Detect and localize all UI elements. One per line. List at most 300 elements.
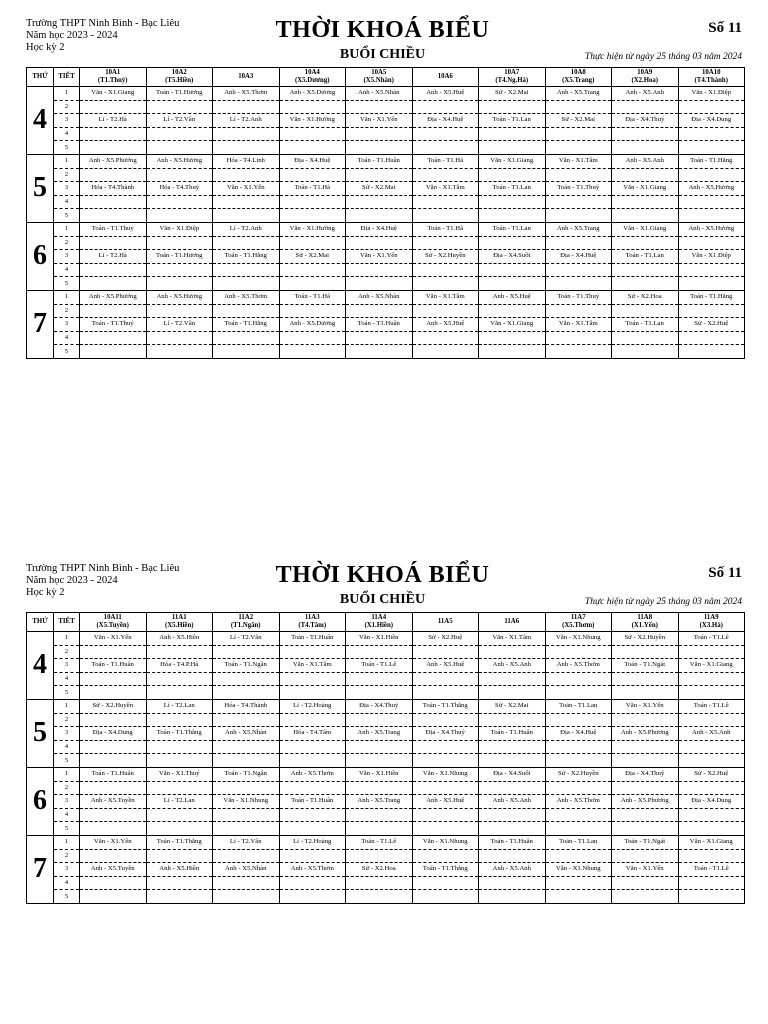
class-header [612, 613, 679, 632]
lesson-cell [545, 713, 612, 727]
period-number: 3 [54, 250, 80, 264]
class-name: 11A6 [504, 618, 520, 625]
lesson-cell: Anh - X5.Phương [80, 154, 147, 168]
table-row [27, 290, 745, 304]
lesson-cell [612, 876, 679, 890]
period-number: 3 [54, 795, 80, 809]
lesson-cell: Sử - X2.Mai [346, 182, 413, 196]
lesson-cell [479, 849, 546, 863]
class-name: 10A5 [371, 69, 387, 76]
day-label: 5 [27, 699, 54, 767]
lesson-cell [346, 263, 413, 277]
lesson-cell: Văn - X1.Nhung [545, 863, 612, 877]
lesson-cell [678, 849, 745, 863]
lesson-cell: Địa - X4.Suốt [479, 250, 546, 264]
lesson-cell: Hóa - T4.Thành [80, 182, 147, 196]
lesson-cell: Toán - T1.Huân [80, 767, 147, 781]
table-row [27, 890, 745, 904]
lesson-cell: Sử - X2.Hoa [612, 290, 679, 304]
lesson-cell: Sử - X2.Huệ [678, 318, 745, 332]
lesson-cell: Anh - X5.Hương [146, 290, 213, 304]
class-name: 10A6 [437, 73, 453, 80]
lesson-cell [213, 686, 280, 700]
lesson-cell: Hóa - T4.P.Hà [146, 659, 213, 673]
lesson-cell: Văn - X1.Điệp [146, 222, 213, 236]
lesson-cell [412, 686, 479, 700]
lesson-cell: Toán - T1.Ngân [213, 767, 280, 781]
lesson-cell: Văn - X1.Giang [479, 154, 546, 168]
lesson-cell [612, 195, 679, 209]
class-header [678, 68, 745, 87]
lesson-cell: Toán - T1.Ngát [612, 659, 679, 673]
class-teacher: (X5.Dương) [295, 77, 330, 84]
lesson-cell [80, 686, 147, 700]
period-number: 1 [54, 835, 80, 849]
lesson-cell [346, 849, 413, 863]
lesson-cell [146, 645, 213, 659]
lesson-cell [279, 263, 346, 277]
lesson-cell [146, 808, 213, 822]
lesson-cell [146, 822, 213, 836]
day-label: 4 [27, 632, 54, 700]
lesson-cell [80, 740, 147, 754]
lesson-cell [346, 209, 413, 223]
lesson-cell [479, 645, 546, 659]
class-header [612, 68, 679, 87]
class-teacher: (X5.Tuyền) [96, 622, 129, 629]
lesson-cell: Địa - X4.Huệ [545, 250, 612, 264]
lesson-cell [545, 236, 612, 250]
lesson-cell [80, 100, 147, 114]
lesson-cell: Sử - X2.Huyền [412, 250, 479, 264]
lesson-cell [279, 100, 346, 114]
day-label: 6 [27, 222, 54, 290]
lesson-cell: Anh - X5.Trang [545, 87, 612, 101]
lesson-cell [213, 849, 280, 863]
lesson-cell: Văn - X1.Nhung [412, 835, 479, 849]
lesson-cell: Văn - X1.Yến [213, 182, 280, 196]
lesson-cell [80, 876, 147, 890]
table-row [27, 767, 745, 781]
lesson-cell: Toán - T1.Thuỷ [80, 318, 147, 332]
lesson-cell: Sử - X2.Huyền [545, 767, 612, 781]
table-row [27, 699, 745, 713]
lesson-cell [279, 236, 346, 250]
period-number: 2 [54, 100, 80, 114]
lesson-cell [479, 781, 546, 795]
lesson-cell [146, 100, 213, 114]
class-name: 10A10 [701, 69, 721, 76]
lesson-cell: Toán - T1.Huân [479, 727, 546, 741]
lesson-cell [346, 822, 413, 836]
lesson-cell: Toán - T1.Lê [678, 699, 745, 713]
lesson-cell: Toán - T1.Huân [346, 318, 413, 332]
lesson-cell [146, 345, 213, 359]
period-number: 2 [54, 713, 80, 727]
lesson-cell: Anh - X5.Thơm [545, 659, 612, 673]
lesson-cell [412, 781, 479, 795]
lesson-cell: Anh - X5.Phương [612, 795, 679, 809]
lesson-cell [412, 890, 479, 904]
lesson-cell [479, 876, 546, 890]
lesson-cell [346, 781, 413, 795]
lesson-cell [213, 822, 280, 836]
lesson-cell: Văn - X1.Yến [80, 632, 147, 646]
lesson-cell: Anh - X5.Hương [678, 182, 745, 196]
lesson-cell [612, 808, 679, 822]
period-number: 1 [54, 154, 80, 168]
lesson-cell [346, 277, 413, 291]
lesson-cell: Lí - T2.Hoàng [279, 699, 346, 713]
period-number: 5 [54, 754, 80, 768]
lesson-cell: Lí - T2.Anh [213, 114, 280, 128]
lesson-cell [545, 672, 612, 686]
class-header [146, 68, 213, 87]
lesson-cell: Anh - X5.Phương [80, 290, 147, 304]
lesson-cell: Văn - X1.Tâm [545, 154, 612, 168]
period-number: 5 [54, 822, 80, 836]
lesson-cell: Anh - X5.Thơm [213, 87, 280, 101]
lesson-cell [412, 808, 479, 822]
lesson-cell: Văn - X1.Tâm [479, 632, 546, 646]
lesson-cell [213, 236, 280, 250]
lesson-cell: Toán - T1.Huân [346, 154, 413, 168]
lesson-cell [479, 713, 546, 727]
lesson-cell [678, 672, 745, 686]
lesson-cell: Văn - X1.Hiền [346, 767, 413, 781]
class-teacher: (X2.Hoa) [631, 77, 659, 84]
lesson-cell [146, 331, 213, 345]
lesson-cell [213, 168, 280, 182]
day-label: 4 [27, 87, 54, 155]
lesson-cell [612, 100, 679, 114]
class-teacher: (T5.Hiền) [165, 77, 194, 84]
lesson-cell [612, 345, 679, 359]
lesson-cell [279, 277, 346, 291]
lesson-cell [678, 890, 745, 904]
table-row [27, 250, 745, 264]
lesson-cell [678, 304, 745, 318]
period-number: 3 [54, 182, 80, 196]
lesson-cell [678, 168, 745, 182]
lesson-cell: Lí - T2.Lan [146, 795, 213, 809]
lesson-cell: Địa - X4.Dung [678, 114, 745, 128]
lesson-cell: Anh - X5.Nhàn [346, 87, 413, 101]
lesson-cell: Toán - T1.Ngát [612, 835, 679, 849]
lesson-cell: Lí - T2.Lan [146, 699, 213, 713]
lesson-cell [678, 686, 745, 700]
lesson-cell [612, 331, 679, 345]
lesson-cell: Anh - X5.Anh [678, 727, 745, 741]
lesson-cell [412, 304, 479, 318]
lesson-cell: Anh - X5.Thơm [545, 795, 612, 809]
table-row [27, 672, 745, 686]
period-number: 2 [54, 168, 80, 182]
lesson-cell [346, 304, 413, 318]
lesson-cell [80, 890, 147, 904]
lesson-cell [612, 209, 679, 223]
lesson-cell [412, 740, 479, 754]
class-name: 10A7 [504, 69, 520, 76]
lesson-cell [213, 754, 280, 768]
class-teacher: (T4.Thành) [694, 77, 728, 84]
lesson-cell [279, 890, 346, 904]
lesson-cell [213, 100, 280, 114]
day-label: 7 [27, 835, 54, 903]
lesson-cell [678, 141, 745, 155]
lesson-cell: Văn - X1.Tâm [279, 659, 346, 673]
class-teacher: (T4.Tâm) [298, 622, 327, 629]
period-number: 2 [54, 304, 80, 318]
period-number: 3 [54, 318, 80, 332]
lesson-cell [213, 808, 280, 822]
lesson-cell: Toán - T1.Lê [678, 863, 745, 877]
lesson-cell: Toán - T1.Lan [479, 182, 546, 196]
lesson-cell: Sử - X2.Huệ [678, 767, 745, 781]
lesson-cell: Văn - X1.Yến [80, 835, 147, 849]
table-row [27, 713, 745, 727]
class-name: 10A9 [637, 69, 653, 76]
lesson-cell: Toán - T1.Lan [479, 114, 546, 128]
lesson-cell: Toán - T1.Ngân [213, 659, 280, 673]
lesson-cell [279, 876, 346, 890]
lesson-cell [412, 713, 479, 727]
class-teacher: (X3.Hà) [699, 622, 723, 629]
lesson-cell: Anh - X5.Anh [612, 154, 679, 168]
effective-date: Thực hiện từ ngày 25 tháng 03 năm 2024 [584, 52, 742, 62]
lesson-cell: Sử - X2.Huyền [612, 632, 679, 646]
class-header [213, 68, 280, 87]
lesson-cell [479, 822, 546, 836]
lesson-cell: Văn - X1.Giang [678, 835, 745, 849]
class-name: 11A7 [570, 614, 586, 621]
lesson-cell [479, 686, 546, 700]
class-header [80, 68, 147, 87]
lesson-cell [479, 672, 546, 686]
lesson-cell: Toán - T1.Hằng [213, 250, 280, 264]
table-row [27, 808, 745, 822]
lesson-cell [612, 686, 679, 700]
lesson-cell: Văn - X1.Yến [612, 863, 679, 877]
lesson-cell: Toán - T1.Hằng [213, 318, 280, 332]
timetable-grid [26, 612, 745, 904]
class-name: 10A11 [103, 614, 122, 621]
lesson-cell: Anh - X5.Hiền [146, 863, 213, 877]
lesson-cell: Anh - X5.Tuyền [80, 863, 147, 877]
lesson-cell [146, 127, 213, 141]
lesson-cell [412, 277, 479, 291]
lesson-cell: Sử - X2.Huyền [80, 699, 147, 713]
class-header [80, 613, 147, 632]
class-header [678, 613, 745, 632]
lesson-cell: Văn - X1.Điệp [678, 250, 745, 264]
lesson-cell: Anh - X5.Huệ [412, 87, 479, 101]
semester: Học kỳ 2 [26, 42, 65, 53]
lesson-cell: Văn - X1.Hường [279, 222, 346, 236]
lesson-cell: Toán - T1.Thắng [146, 727, 213, 741]
page-title: THỜI KHOÁ BIỂU [275, 562, 490, 588]
lesson-cell [213, 263, 280, 277]
lesson-cell: Anh - X5.Anh [479, 863, 546, 877]
lesson-cell: Anh - X5.Anh [479, 795, 546, 809]
table-row [27, 645, 745, 659]
class-name: 11A4 [371, 614, 387, 621]
lesson-cell [678, 740, 745, 754]
table-row [27, 331, 745, 345]
lesson-cell [213, 672, 280, 686]
lesson-cell: Toán - T1.Lê [678, 632, 745, 646]
lesson-cell [612, 754, 679, 768]
class-header [279, 68, 346, 87]
lesson-cell [213, 195, 280, 209]
lesson-cell: Anh - X5.Thơm [279, 863, 346, 877]
lesson-cell: Toán - T1.Thuỷ [545, 290, 612, 304]
lesson-cell [612, 822, 679, 836]
lesson-cell: Toán - T1.Lan [545, 835, 612, 849]
lesson-cell [80, 645, 147, 659]
class-name: 11A8 [637, 614, 653, 621]
lesson-cell [80, 277, 147, 291]
lesson-cell [146, 890, 213, 904]
lesson-cell [479, 277, 546, 291]
lesson-cell [678, 195, 745, 209]
table-row [27, 781, 745, 795]
table-row [27, 236, 745, 250]
lesson-cell [346, 890, 413, 904]
lesson-cell [545, 277, 612, 291]
lesson-cell [213, 304, 280, 318]
lesson-cell [678, 876, 745, 890]
class-teacher: (T1.Ngân) [230, 622, 261, 629]
class-header [279, 613, 346, 632]
lesson-cell [279, 141, 346, 155]
table-row [27, 277, 745, 291]
lesson-cell [545, 304, 612, 318]
lesson-cell [279, 672, 346, 686]
school-year: Năm học 2023 - 2024 [26, 30, 118, 41]
period-number: 5 [54, 277, 80, 291]
class-name: 10A4 [304, 69, 320, 76]
lesson-cell [213, 740, 280, 754]
lesson-cell [346, 331, 413, 345]
lesson-cell: Anh - X5.Huệ [412, 659, 479, 673]
lesson-cell [213, 141, 280, 155]
period-number: 2 [54, 849, 80, 863]
lesson-cell [346, 236, 413, 250]
lesson-cell: Toán - T1.Lê [346, 659, 413, 673]
period-number: 1 [54, 632, 80, 646]
lesson-cell: Anh - X5.Trang [545, 222, 612, 236]
class-header [346, 613, 413, 632]
lesson-cell: Văn - X1.Giang [678, 659, 745, 673]
lesson-cell: Văn - X1.Yến [346, 114, 413, 128]
lesson-cell: Toán - T1.Hương [146, 250, 213, 264]
lesson-cell: Anh - X5.Trang [346, 727, 413, 741]
lesson-cell: Anh - X5.Trang [346, 795, 413, 809]
lesson-cell: Anh - X5.Hương [146, 154, 213, 168]
lesson-cell: Toán - T1.Hà [412, 154, 479, 168]
lesson-cell: Anh - X5.Nhàn [346, 290, 413, 304]
lesson-cell [545, 686, 612, 700]
lesson-cell [545, 127, 612, 141]
lesson-cell [346, 345, 413, 359]
day-label: 6 [27, 767, 54, 835]
lesson-cell: Lí - T2.Vân [146, 318, 213, 332]
lesson-cell [146, 263, 213, 277]
period-number: 3 [54, 114, 80, 128]
lesson-cell [346, 195, 413, 209]
lesson-cell: Địa - X4.Thuý [612, 114, 679, 128]
lesson-cell: Anh - X5.Tuyền [80, 795, 147, 809]
lesson-cell [479, 100, 546, 114]
lesson-cell: Toán - T1.Thắng [412, 699, 479, 713]
lesson-cell: Văn - X1.Hường [279, 114, 346, 128]
lesson-cell: Hóa - T4.Tâm [279, 727, 346, 741]
lesson-cell [213, 277, 280, 291]
lesson-cell: Toán - T1.Lê [346, 835, 413, 849]
lesson-cell [479, 890, 546, 904]
class-teacher: (T4.Ng.Hà) [495, 77, 529, 84]
lesson-cell [346, 645, 413, 659]
table-row [27, 263, 745, 277]
lesson-cell [545, 740, 612, 754]
class-name: 11A2 [238, 614, 254, 621]
lesson-cell: Toán - T1.Hương [146, 87, 213, 101]
lesson-cell [279, 645, 346, 659]
lesson-cell [412, 331, 479, 345]
lesson-cell [279, 168, 346, 182]
lesson-cell: Văn - X1.Nhung [412, 767, 479, 781]
table-row [27, 222, 745, 236]
lesson-cell [479, 331, 546, 345]
lesson-cell: Địa - X4.Huệ [545, 727, 612, 741]
lesson-cell: Văn - X1.Tâm [412, 182, 479, 196]
table-row [27, 154, 745, 168]
lesson-cell [346, 876, 413, 890]
lesson-cell [545, 808, 612, 822]
lesson-cell [279, 209, 346, 223]
lesson-cell: Anh - X5.Anh [612, 87, 679, 101]
lesson-cell: Địa - X4.Dung [678, 795, 745, 809]
class-name: 10A1 [105, 69, 121, 76]
class-name: 11A1 [171, 614, 187, 621]
lesson-cell: Anh - X5.Phương [612, 727, 679, 741]
lesson-cell: Toán - T1.Huân [80, 659, 147, 673]
lesson-cell [479, 168, 546, 182]
lesson-cell [213, 331, 280, 345]
lesson-cell: Lí - T2.Hà [80, 114, 147, 128]
lesson-cell: Toán - T1.Lan [612, 318, 679, 332]
period-number: 5 [54, 209, 80, 223]
lesson-cell [146, 304, 213, 318]
lesson-cell [346, 168, 413, 182]
lesson-cell [678, 645, 745, 659]
class-header [213, 613, 280, 632]
lesson-cell: Văn - X1.Giang [479, 318, 546, 332]
lesson-cell [678, 100, 745, 114]
period-number: 4 [54, 672, 80, 686]
lesson-cell: Sử - X2.Hoa [346, 863, 413, 877]
lesson-cell: Hóa - T4.Linh [213, 154, 280, 168]
lesson-cell [412, 345, 479, 359]
lesson-cell [612, 236, 679, 250]
lesson-cell [279, 754, 346, 768]
lesson-cell [213, 127, 280, 141]
lesson-cell [146, 754, 213, 768]
lesson-cell [80, 672, 147, 686]
table-row [27, 345, 745, 359]
period-number: 1 [54, 222, 80, 236]
